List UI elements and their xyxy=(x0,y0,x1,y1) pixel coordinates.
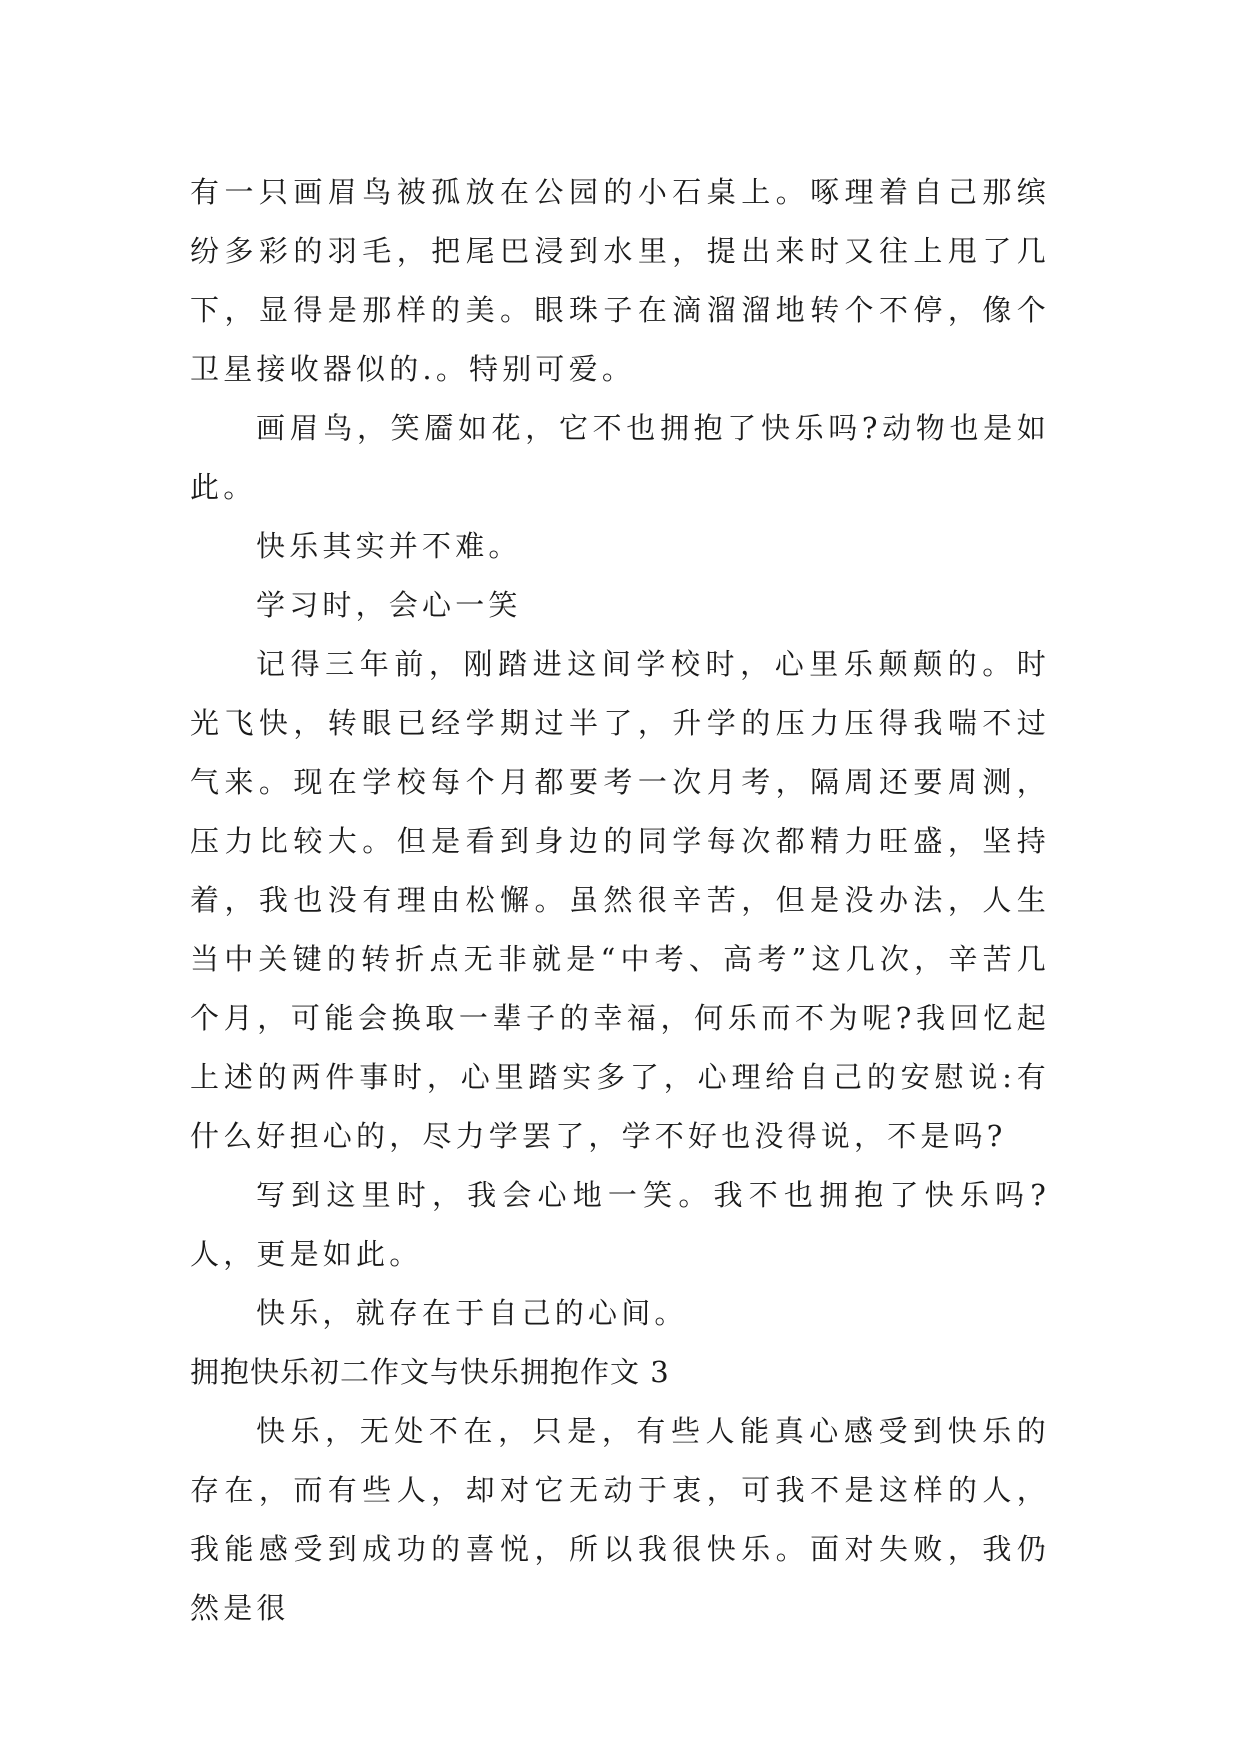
document-body xyxy=(190,163,1050,1638)
paragraph-study-smile: 学习时，会心一笑 xyxy=(256,588,522,622)
paragraph-thrush-description: 有一只画眉鸟被孤放在公园的小石桌上。啄理着自己那缤纷多彩的羽毛，把尾巴浸到水里，提出来时又往上甩了几下，显得是那样的美。眼珠子在滴溜溜地转个不停，像个卫星接收器似的.。特别可爱。 xyxy=(190,175,1050,386)
section-heading: 拥抱快乐初二作文与快乐拥抱作文 3 xyxy=(190,1355,670,1389)
paragraph-happiness-not-hard: 快乐其实并不难。 xyxy=(256,529,522,563)
paragraph-thrush-happiness: 画眉鸟，笑靥如花，它不也拥抱了快乐吗?动物也是如此。 xyxy=(190,411,1050,504)
paragraph-writing-smile: 写到这里时，我会心地一笑。我不也拥抱了快乐吗?人，更是如此。 xyxy=(190,1178,1050,1271)
paragraph-school-memories: 记得三年前，刚踏进这间学校时，心里乐颠颠的。时光飞快，转眼已经学期过半了，升学的压力压得我喘不过气来。现在学校每个月都要考一次月考，隔周还要周测，压力比较大。但是看到身边的同学每次都精力旺盛，坚持着，我也没有理由松懈。虽然很辛苦，但是没办法，人生当中关键的转折点无非就是“中考、高考”这几次，辛苦几个月，可能会换取一辈子的幸福，何乐而不为呢?我回忆起上述的两件事时，心里踏实多了，心理给自己的安慰说:有什么好担心的，尽力学罢了，学不好也没得说，不是吗? xyxy=(190,647,1050,1153)
paragraph-happiness-in-heart: 快乐，就存在于自己的心间。 xyxy=(256,1296,688,1330)
paragraph-happiness-everywhere: 快乐，无处不在，只是，有些人能真心感受到快乐的存在，而有些人，却对它无动于衷，可我不是这样的人，我能感受到成功的喜悦，所以我很快乐。面对失败，我仍然是很 xyxy=(190,1414,1050,1625)
